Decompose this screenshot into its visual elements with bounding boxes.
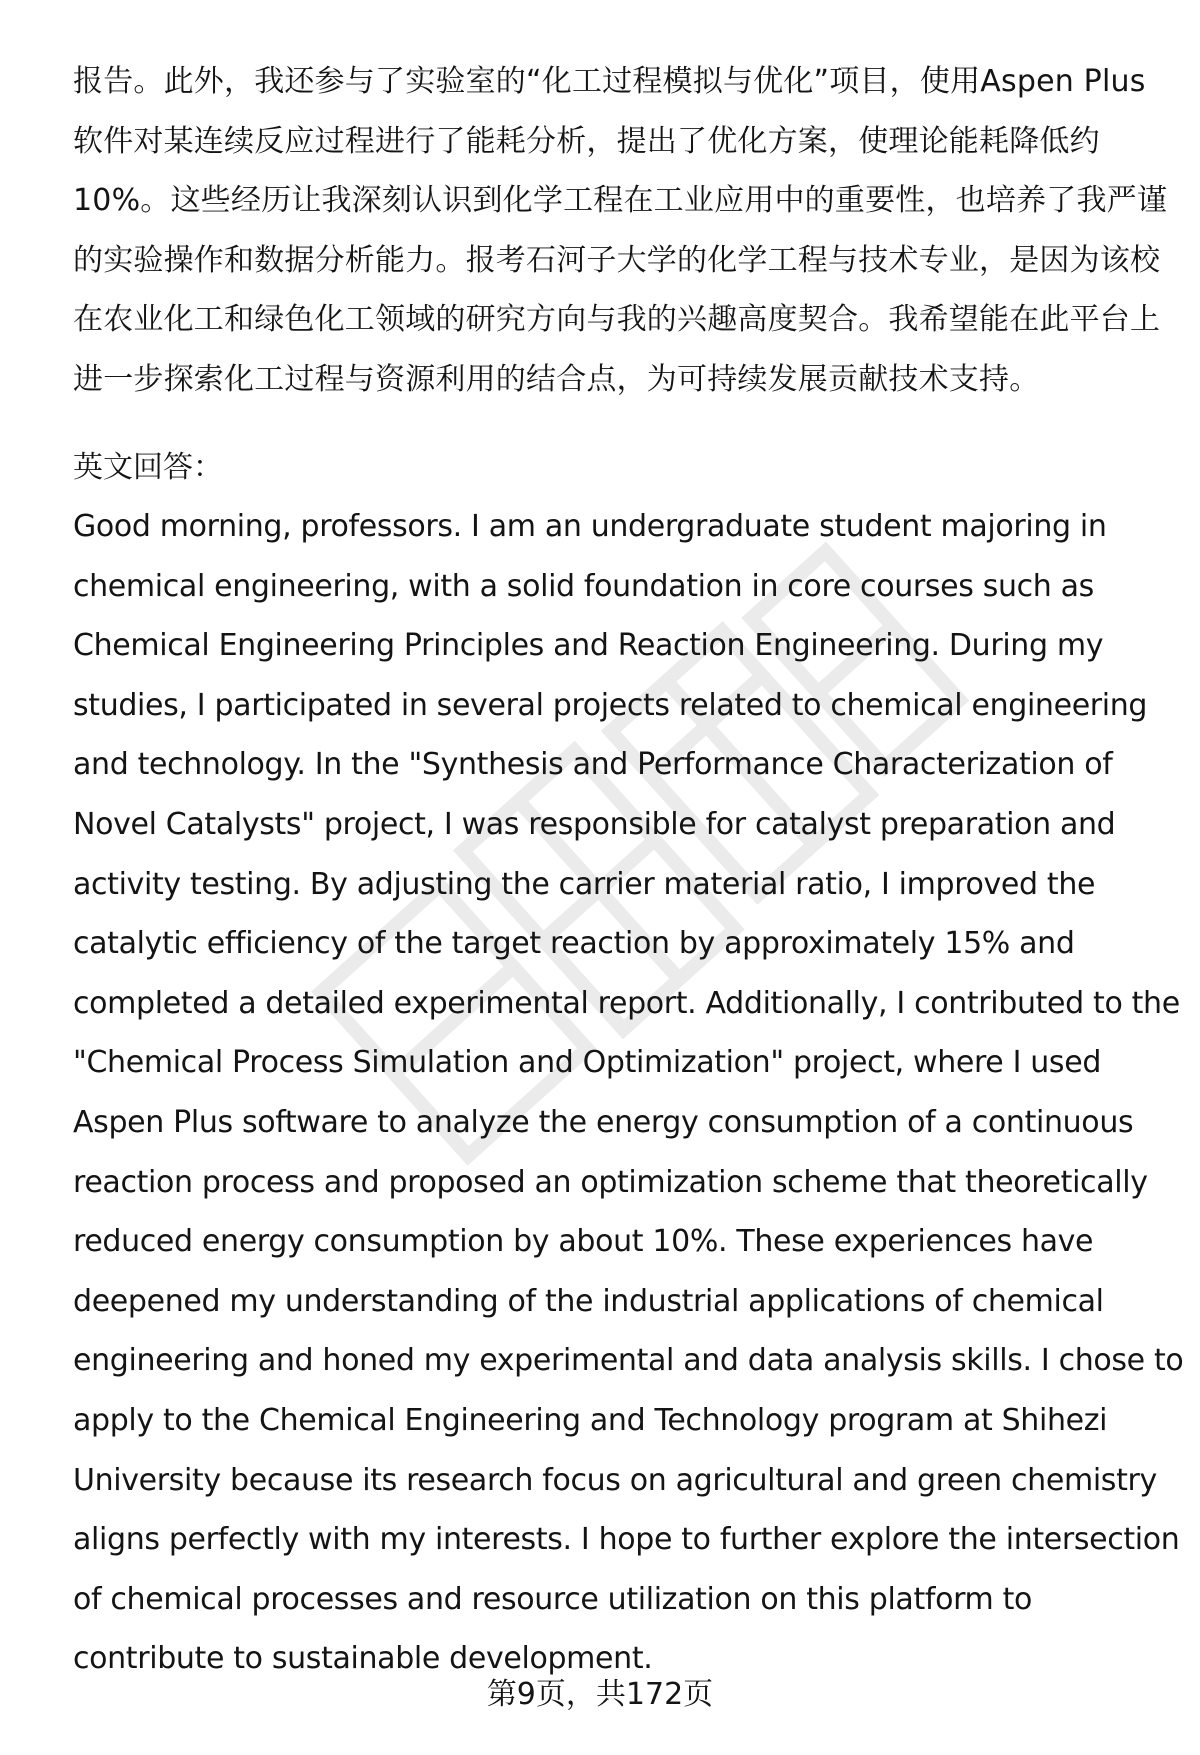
english-line: of chemical processes and resource utilization on this platform to bbox=[73, 1581, 1033, 1617]
page-number-footer: 第9页，共172页 bbox=[486, 1677, 714, 1712]
english-line: and technology. In the "Synthesis and Performance Characterization of bbox=[73, 747, 1113, 783]
english-answer-label: 英文回答： bbox=[73, 450, 223, 485]
english-answer-paragraph bbox=[73, 497, 1184, 1689]
chinese-answer-paragraph bbox=[73, 52, 1168, 409]
english-line: "Chemical Process Simulation and Optimization" project, where I used bbox=[73, 1045, 1102, 1081]
english-line: engineering and honed my experimental and data analysis skills. I chose to bbox=[73, 1343, 1184, 1379]
chinese-line: 进一步探索化工过程与资源利用的结合点，为可持续发展贡献技术支持。 bbox=[73, 361, 1040, 397]
english-line: reaction process and proposed an optimization scheme that theoretically bbox=[73, 1164, 1148, 1200]
chinese-line: 报告。此外，我还参与了实验室的“化工过程模拟与优化”项目，使用Aspen Plus bbox=[73, 64, 1146, 99]
english-line: Novel Catalysts" project, I was responsible for catalyst preparation and bbox=[73, 806, 1116, 842]
chinese-line: 软件对某连续反应过程进行了能耗分析，提出了优化方案，使理论能耗降低约 bbox=[73, 123, 1100, 159]
english-line: chemical engineering, with a solid foundation in core courses such as bbox=[73, 568, 1094, 604]
chinese-line: 10%。这些经历让我深刻认识到化学工程在工业应用中的重要性，也培养了我严谨 bbox=[73, 183, 1168, 218]
english-line: reduced energy consumption by about 10%. These experiences have bbox=[73, 1224, 1094, 1260]
english-line: Aspen Plus software to analyze the energy consumption of a continuous bbox=[73, 1104, 1134, 1140]
english-line: apply to the Chemical Engineering and Technology program at Shihezi bbox=[73, 1402, 1108, 1438]
chinese-line: 的实验操作和数据分析能力。报考石河子大学的化学工程与技术专业，是因为该校 bbox=[73, 242, 1161, 278]
english-line: University because its research focus on agricultural and green chemistry bbox=[73, 1462, 1157, 1498]
english-line: studies, I participated in several projects related to chemical engineering bbox=[73, 687, 1148, 723]
english-line: catalytic efficiency of the target reaction by approximately 15% and bbox=[73, 926, 1075, 962]
english-line: deepened my understanding of the industrial applications of chemical bbox=[73, 1283, 1104, 1319]
english-line: contribute to sustainable development. bbox=[73, 1641, 653, 1677]
english-line: Good morning, professors. I am an undergraduate student majoring in bbox=[73, 509, 1107, 544]
english-line: Chemical Engineering Principles and Reaction Engineering. During my bbox=[73, 628, 1104, 664]
chinese-line: 在农业化工和绿色化工领域的研究方向与我的兴趣高度契合。我希望能在此平台上 bbox=[73, 302, 1161, 337]
english-line: activity testing. By adjusting the carrier material ratio, I improved the bbox=[73, 866, 1096, 902]
english-line: completed a detailed experimental report. Additionally, I contributed to the bbox=[73, 985, 1180, 1021]
english-line: aligns perfectly with my interests. I hope to further explore the intersection bbox=[73, 1522, 1180, 1558]
